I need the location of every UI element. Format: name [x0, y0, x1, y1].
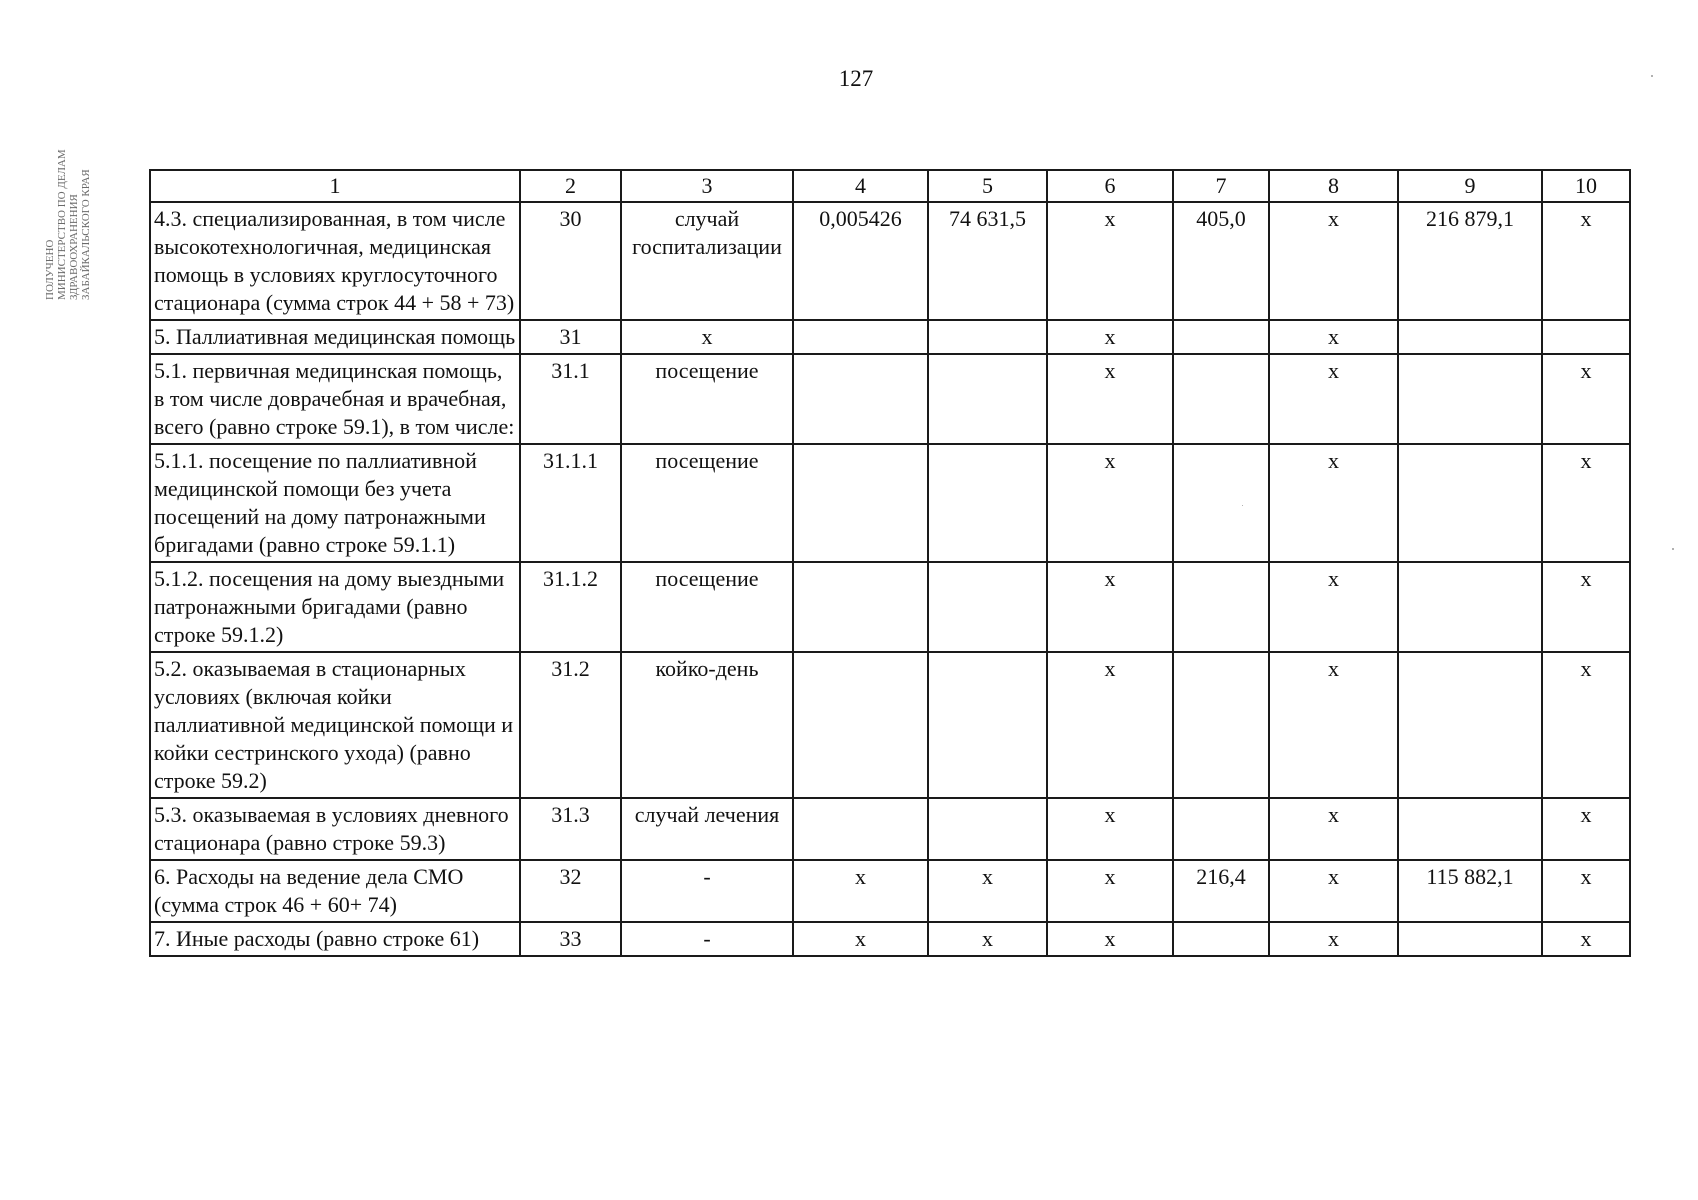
stamp-line: МИНИСТЕРСТВО ПО ДЕЛАМ	[56, 149, 68, 300]
table-cell	[1173, 320, 1269, 354]
table-cell: 31.3	[520, 798, 621, 860]
table-cell: случай госпитализации	[621, 202, 793, 320]
table-cell	[1398, 354, 1542, 444]
table-cell	[1173, 444, 1269, 562]
column-header: 4	[793, 170, 928, 202]
table-cell	[1398, 320, 1542, 354]
table-cell	[928, 652, 1047, 798]
table-cell: х	[793, 860, 928, 922]
table-cell: х	[1047, 444, 1173, 562]
table-cell	[1173, 798, 1269, 860]
table-cell	[928, 320, 1047, 354]
column-header: 2	[520, 170, 621, 202]
table-cell: х	[793, 922, 928, 956]
table-cell: 32	[520, 860, 621, 922]
table-cell	[793, 652, 928, 798]
table-cell: х	[1047, 860, 1173, 922]
table-cell: 31.1.2	[520, 562, 621, 652]
table-cell: 6. Расходы на ведение дела СМО (сумма строк 46 + 60+ 74)	[150, 860, 520, 922]
table-cell: х	[1542, 444, 1630, 562]
table-cell: х	[1542, 652, 1630, 798]
table-cell	[793, 444, 928, 562]
table-cell: х	[928, 860, 1047, 922]
table-cell: х	[621, 320, 793, 354]
table-cell: 74 631,5	[928, 202, 1047, 320]
table-cell: х	[1269, 354, 1398, 444]
table-cell	[1173, 922, 1269, 956]
table-cell	[793, 562, 928, 652]
table-cell	[928, 562, 1047, 652]
stamp-text	[44, 149, 92, 300]
table-cell: -	[621, 860, 793, 922]
table-cell	[1398, 562, 1542, 652]
table-cell	[793, 798, 928, 860]
table-cell: х	[1269, 798, 1398, 860]
table-cell: х	[1269, 922, 1398, 956]
table-cell	[1398, 922, 1542, 956]
table-cell: 31.1	[520, 354, 621, 444]
table-cell: х	[928, 922, 1047, 956]
table-cell: х	[1542, 202, 1630, 320]
table-cell: койко-день	[621, 652, 793, 798]
column-header: 3	[621, 170, 793, 202]
table-cell: х	[1542, 922, 1630, 956]
table-cell: х	[1047, 652, 1173, 798]
table-cell	[793, 320, 928, 354]
table-row	[150, 860, 1630, 922]
table-cell: 5.1.1. посещение по паллиативной медицинской помощи без учета посещений на дому патронажными бригадами (равно строке 59.1.1)	[150, 444, 520, 562]
table-row	[150, 798, 1630, 860]
table-cell: 33	[520, 922, 621, 956]
table-cell: х	[1047, 202, 1173, 320]
table-cell	[793, 354, 928, 444]
header-row	[150, 170, 1630, 202]
stamp-line: ПОЛУЧЕНО	[44, 239, 56, 300]
table-cell: х	[1047, 320, 1173, 354]
table-cell: 5.1.2. посещения на дому выездными патронажными бригадами (равно строке 59.1.2)	[150, 562, 520, 652]
table-cell: случай лечения	[621, 798, 793, 860]
table-cell	[1398, 444, 1542, 562]
table-row	[150, 320, 1630, 354]
table-cell: х	[1542, 860, 1630, 922]
table-cell: 115 882,1	[1398, 860, 1542, 922]
table-row	[150, 652, 1630, 798]
column-header: 1	[150, 170, 520, 202]
table-cell	[1173, 652, 1269, 798]
side-stamp	[34, 140, 144, 310]
table-cell: х	[1047, 922, 1173, 956]
table-row	[150, 354, 1630, 444]
scan-speck	[1242, 505, 1243, 506]
table-body	[150, 202, 1630, 956]
column-header: 8	[1269, 170, 1398, 202]
table-cell: х	[1542, 562, 1630, 652]
table-cell: х	[1269, 562, 1398, 652]
table-cell: х	[1047, 798, 1173, 860]
table-cell	[1398, 798, 1542, 860]
table-cell: посещение	[621, 444, 793, 562]
table-cell: х	[1542, 354, 1630, 444]
table-cell	[928, 798, 1047, 860]
scan-speck	[1672, 548, 1674, 550]
table-cell: 30	[520, 202, 621, 320]
table-cell: х	[1269, 202, 1398, 320]
table-cell	[1173, 354, 1269, 444]
table-cell: 5.1. первичная медицинская помощь, в том числе доврачебная и врачебная, всего (равно строке 59.1), в том числе:	[150, 354, 520, 444]
table-cell: 31	[520, 320, 621, 354]
table-cell: х	[1269, 652, 1398, 798]
column-header: 9	[1398, 170, 1542, 202]
stamp-line: ЗАБАЙКАЛЬСКОГО КРАЯ	[80, 169, 92, 300]
table-cell	[1173, 562, 1269, 652]
table-cell: -	[621, 922, 793, 956]
table-cell	[1542, 320, 1630, 354]
table-cell: 5.2. оказываемая в стационарных условиях (включая койки паллиативной медицинской помощи и койки сестринского ухода) (равно строке 59.2)	[150, 652, 520, 798]
table-cell	[928, 444, 1047, 562]
table-cell: х	[1269, 860, 1398, 922]
table-cell: 216,4	[1173, 860, 1269, 922]
column-header: 10	[1542, 170, 1630, 202]
table-row	[150, 922, 1630, 956]
table-cell: х	[1269, 444, 1398, 562]
table-cell: х	[1047, 354, 1173, 444]
table-row	[150, 444, 1630, 562]
table-cell: 4.3. специализированная, в том числе высокотехнологичная, медицинская помощь в условиях круглосуточного стационара (сумма строк 44 + 58 + 73)	[150, 202, 520, 320]
scan-speck	[1651, 75, 1653, 77]
table-cell: х	[1047, 562, 1173, 652]
column-header: 5	[928, 170, 1047, 202]
table-cell: 5.3. оказываемая в условиях дневного стационара (равно строке 59.3)	[150, 798, 520, 860]
table-cell	[1398, 652, 1542, 798]
table-cell: 7. Иные расходы (равно строке 61)	[150, 922, 520, 956]
table-cell: посещение	[621, 354, 793, 444]
table-cell: х	[1269, 320, 1398, 354]
table-cell: 31.1.1	[520, 444, 621, 562]
table-row	[150, 202, 1630, 320]
table-cell: 5. Паллиативная медицинская помощь	[150, 320, 520, 354]
table-row	[150, 562, 1630, 652]
page-number: 127	[838, 66, 874, 91]
column-header: 6	[1047, 170, 1173, 202]
table-cell	[928, 354, 1047, 444]
table-cell: 216 879,1	[1398, 202, 1542, 320]
table-cell: 405,0	[1173, 202, 1269, 320]
column-header: 7	[1173, 170, 1269, 202]
table-cell: 0,005426	[793, 202, 928, 320]
data-table	[149, 169, 1631, 957]
table-cell: х	[1542, 798, 1630, 860]
stamp-line: ЗДРАВООХРАНЕНИЯ	[68, 194, 80, 300]
table-cell: 31.2	[520, 652, 621, 798]
table-cell: посещение	[621, 562, 793, 652]
